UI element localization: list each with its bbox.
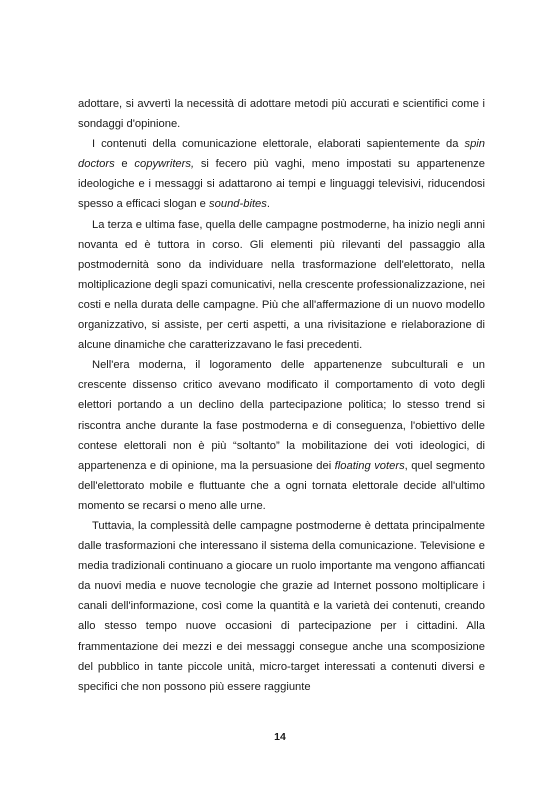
text-run: si fecero più vaghi, meno impostati su appartenenze ideologiche e i messaggi si adattarono ai tempi e linguaggi televisivi, riducendosi spesso a efficaci slogan e	[78, 158, 485, 211]
text-run: .	[266, 198, 270, 211]
text-run: La terza e ultima fase, quella delle campagne postmoderne, ha inizio negli anni novanta ed è tuttora in corso. Gli elementi più rilevanti del passaggio alla postmodernità sono da individuare nella trasformazione dell'elettorato, nella moltiplicazione degli spazi comunicativi, nella crescente professionalizzazione, nei costi e nella durata delle campagne. Più che all'affermazione di un nuovo modello organizzativo, si assiste, per certi aspetti, a una rivisitazione e rielaborazione di alcune dinamiche che caratterizzavano le fasi precedenti.	[78, 218, 485, 352]
italic-term: floating voters	[334, 459, 405, 472]
paragraph-p2	[78, 215, 485, 356]
text-run: Tuttavia, la complessità delle campagne postmoderne è dettata principalmente dalle trasformazioni che interessano il sistema della comunicazione. Televisione e media tradizionali continuano a giocare un ruolo importante ma vengono affiancati da nuovi media e nuove tecnologie che grazie ad Internet possono moltiplicare i canali dell'informazione, così come la quantità e la varietà dei contenuti, creando allo stesso tempo nuove occasioni di partecipazione per i cittadini. Alla frammentazione dei mezzi e dei messaggi consegue anche una scomposizione del pubblico in tante piccole unità, micro-target interessati a contenuti diversi e specifici che non possono più essere raggiunte	[78, 519, 485, 693]
page-number: 14	[274, 731, 286, 743]
paragraph-p3	[78, 355, 485, 516]
text-run: I contenuti della comunicazione elettorale, elaborati sapientemente da	[92, 138, 465, 151]
text-run: Nell'era moderna, il logoramento delle appartenenze subculturali e un crescente dissenso critico avevano modificato il comportamento di voto degli elettori portando a un declino della partecipazione politica; lo stesso trend si riscontra anche durante la fase postmoderna e di conseguenza, l'obiettivo delle contese elettorali non è più “soltanto” la mobilitazione dei voti ideologici, di appartenenza e di opinione, ma la persuasione dei	[78, 359, 485, 472]
text-run: e	[114, 158, 135, 171]
paragraph-p1	[78, 134, 485, 214]
paragraph-p0	[78, 94, 485, 134]
italic-term: copywriters,	[134, 158, 195, 171]
text-run: , quel segmento dell'elettorato mobile e fluttuante che a ogni tornata elettorale decide all'ultimo momento se recarsi o meno alle urne.	[78, 459, 486, 512]
body-text	[78, 94, 485, 697]
text-run: adottare, si avvertì la necessità di adottare metodi più accurati e scientifici come i sondaggi d'opinione.	[78, 98, 485, 131]
italic-term: spin doctors	[78, 138, 485, 171]
paragraph-p4	[78, 516, 485, 697]
italic-term: sound-bites	[209, 198, 267, 211]
